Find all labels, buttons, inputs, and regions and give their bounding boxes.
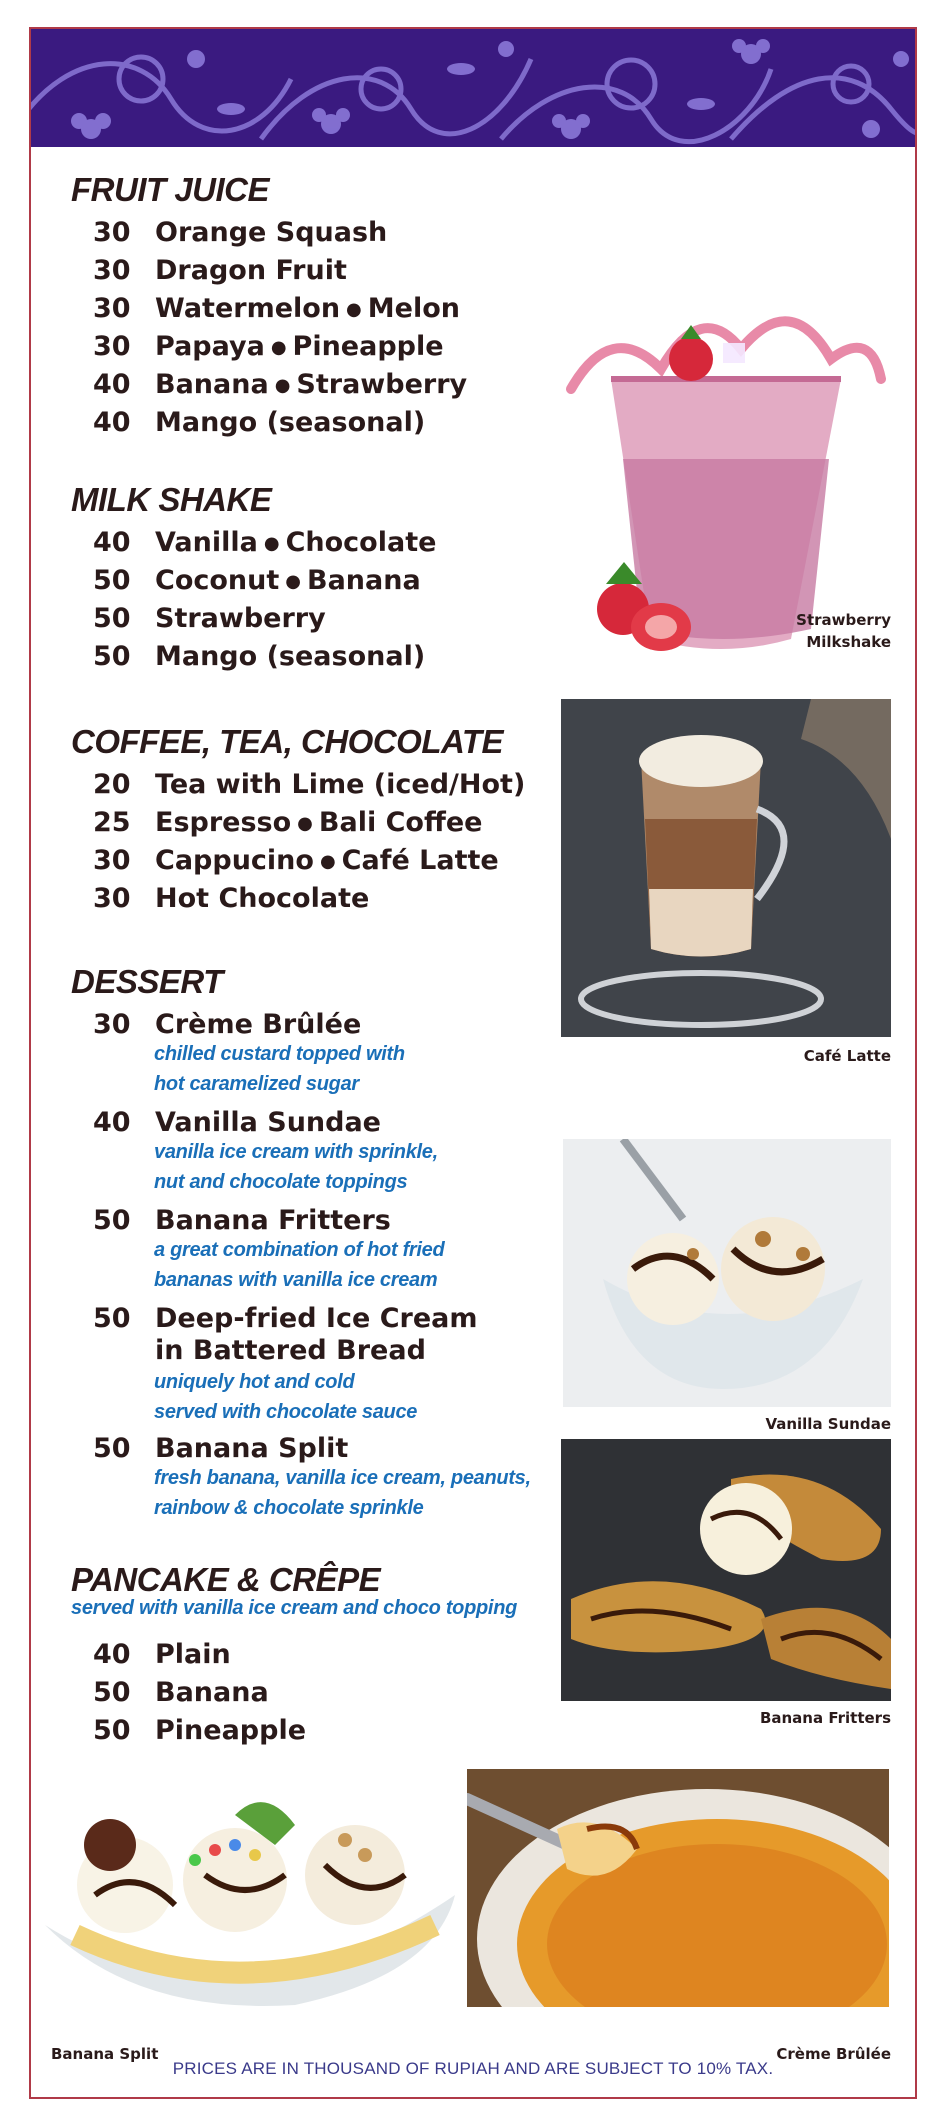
section-title-fruit-juice: FRUIT JUICE — [71, 171, 270, 208]
menu-item: 50 Banana Split — [93, 1433, 349, 1464]
bullet-icon: ● — [270, 337, 287, 358]
menu-item: 50 Mango (seasonal) — [93, 641, 426, 672]
menu-item-line2: in Battered Bread — [155, 1335, 426, 1366]
menu-item: 30 Dragon Fruit — [93, 255, 347, 286]
photo-caption: Vanilla Sundae — [765, 1415, 891, 1433]
banana-split-photo — [35, 1755, 465, 2035]
menu-item: 50 Coconut ● Banana — [93, 565, 421, 596]
menu-page — [29, 27, 917, 2099]
item-description: chilled custard topped with hot caramelized sugar — [154, 1043, 405, 1095]
menu-item: 30 Crème Brûlée — [93, 1009, 362, 1040]
menu-item: 50 Banana — [93, 1677, 269, 1708]
section-title-coffee: COFFEE, TEA, CHOCOLATE — [71, 723, 504, 760]
menu-item: 30 Cappucino ● Café Latte — [93, 845, 499, 876]
floral-banner — [31, 29, 915, 147]
menu-item: 50 Banana Fritters — [93, 1205, 391, 1236]
strawberry-milkshake-photo — [551, 259, 891, 659]
bullet-icon: ● — [297, 813, 313, 834]
floral-pattern-icon — [31, 29, 915, 147]
photo-caption: Strawberry Milkshake — [796, 611, 891, 651]
menu-item: 40 Mango (seasonal) — [93, 407, 426, 438]
photo-caption: Crème Brûlée — [776, 2045, 891, 2063]
item-description: vanilla ice cream with sprinkle, nut and chocolate toppings — [154, 1141, 438, 1193]
menu-item: 50 Strawberry — [93, 603, 326, 634]
menu-item: 40 Vanilla ● Chocolate — [93, 527, 437, 558]
photo-caption: Banana Split — [51, 2045, 159, 2063]
menu-item: 30 Orange Squash — [93, 217, 388, 248]
item-description: a great combination of hot fried bananas with vanilla ice cream — [154, 1239, 445, 1291]
section-title-dessert: DESSERT — [71, 963, 223, 1000]
menu-item: 40 Banana ● Strawberry — [93, 369, 468, 400]
vanilla-sundae-photo — [563, 1139, 891, 1407]
banana-fritters-photo — [561, 1439, 891, 1701]
item-description: fresh banana, vanilla ice cream, peanuts, rainbow & chocolate sprinkle — [154, 1467, 531, 1519]
footer-note: PRICES ARE IN THOUSAND OF RUPIAH AND ARE SUBJECT TO 10% TAX. — [172, 2059, 774, 2078]
menu-item: 30 Hot Chocolate — [93, 883, 370, 914]
menu-item: 50 Pineapple — [93, 1715, 307, 1746]
section-title-pancake: PANCAKE & CRÊPE — [71, 1561, 381, 1598]
section-subtitle: served with vanilla ice cream and choco topping — [71, 1597, 518, 1619]
menu-item: 50 Deep-fried Ice Cream — [93, 1303, 478, 1334]
bullet-icon: ● — [263, 533, 280, 554]
menu-item: 25 Espresso ● Bali Coffee — [93, 807, 483, 838]
menu-item: 40 Vanilla Sundae — [93, 1107, 381, 1138]
menu-item: 30 Watermelon ● Melon — [93, 293, 460, 324]
section-title-milk-shake: MILK SHAKE — [71, 481, 272, 518]
bullet-icon: ● — [274, 375, 291, 396]
photo-caption: Banana Fritters — [759, 1709, 891, 1727]
menu-item: 40 Plain — [93, 1639, 231, 1670]
cafe-latte-photo — [561, 699, 891, 1037]
photo-caption: Café Latte — [803, 1047, 891, 1065]
item-description: uniquely hot and cold served with chocolate sauce — [154, 1371, 418, 1423]
creme-brulee-photo — [467, 1769, 889, 2007]
bullet-icon: ● — [285, 571, 301, 592]
menu-item: 20 Tea with Lime (iced/Hot) — [93, 769, 526, 800]
menu-item: 30 Papaya ● Pineapple — [93, 331, 444, 362]
bullet-icon: ● — [319, 851, 336, 872]
bullet-icon: ● — [346, 299, 362, 320]
